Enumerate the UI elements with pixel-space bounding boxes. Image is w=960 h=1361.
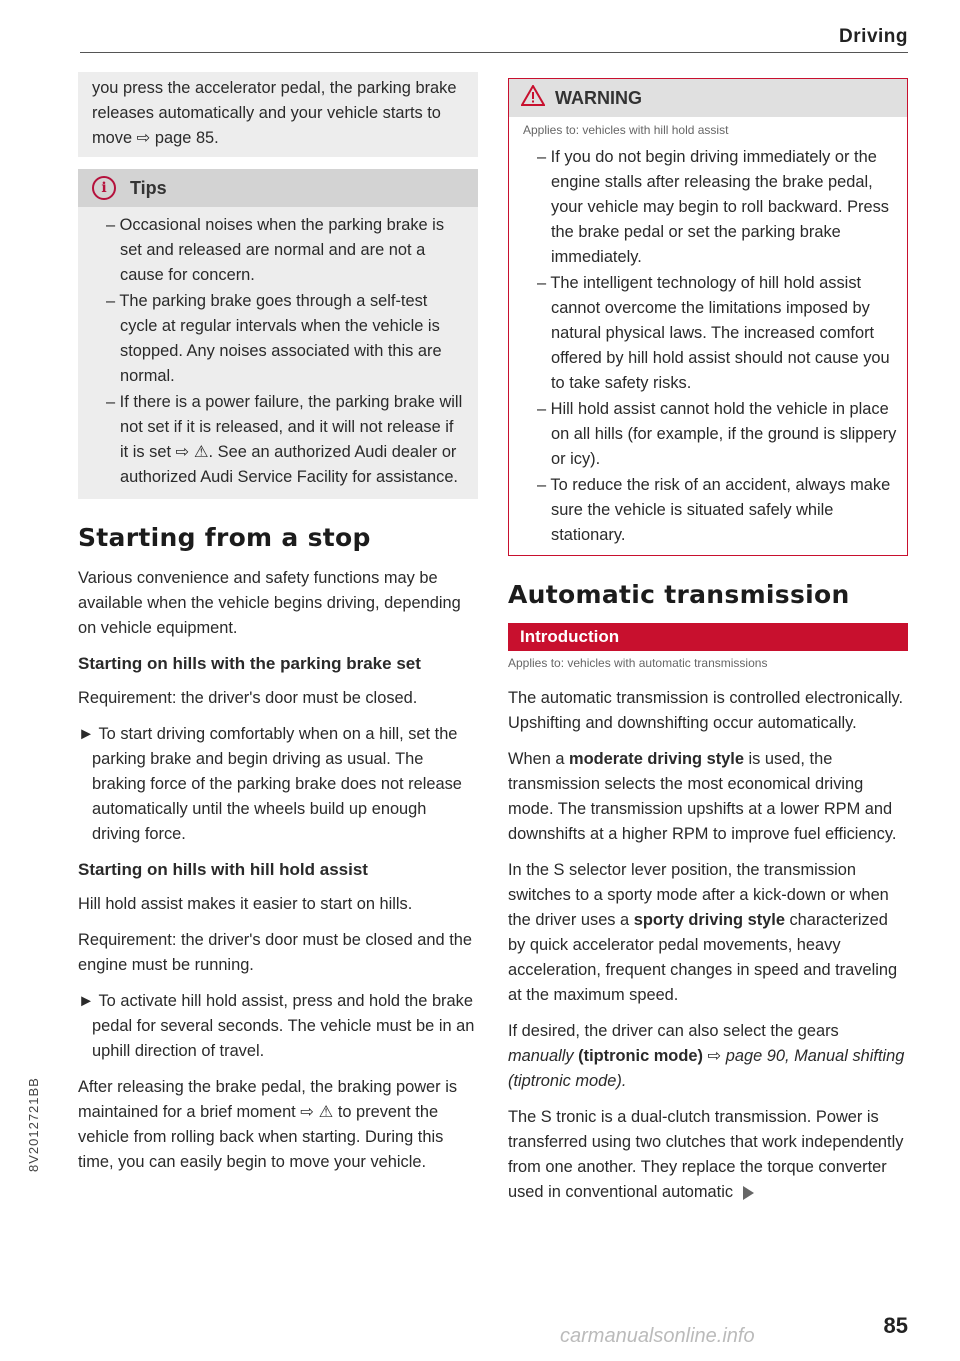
bold-term: (tiptronic mode) [578,1047,703,1065]
text: In the S selector lever position, the transmission switches to a sporty mode after a kick-down or when the driver uses a [508,861,889,929]
continued-paragraph-box [78,72,478,157]
warning-item: – To reduce the risk of an accident, always make sure the vehicle is situated safely while stationary. [537,476,891,544]
right-column [508,78,908,1216]
paragraph: After releasing the brake pedal, the braking power is maintained for a brief moment ⇨ ⚠ to prevent the vehicle from rolling back when starting. During this time, you can easily begin to move your vehicle. [78,1078,458,1171]
continued-paragraph: you press the accelerator pedal, the parking brake releases automatically and your vehicle starts to move ⇨ page 85. [92,79,457,147]
text: When a [508,750,570,768]
tips-item: – If there is a power failure, the parking brake will not set if it is released, and it will not release if it is set ⇨ ⚠. See an authorized Audi dealer or authorized Audi Service Facility for assistance. [106,393,463,486]
paragraph-sporty [508,858,908,1008]
warning-applies: Applies to: vehicles with hill hold assist [523,123,729,137]
info-icon: i [92,176,116,200]
tips-header [78,169,478,207]
warning-box [508,78,908,556]
text: The S tronic is a dual-clutch transmission. Power is transferred using two clutches that work independently from one another. They replace the torque converter used in conventional automatic [508,1108,904,1201]
paragraph: Various convenience and safety functions may be available when the vehicle begins driving, depending on vehicle equipment. [78,569,461,637]
left-column [78,72,478,1186]
continue-arrow-icon [743,1186,754,1200]
requirement: Requirement: the driver's door must be closed. [78,689,418,707]
warning-item: – The intelligent technology of hill hold assist cannot overcome the limitations imposed by natural physical laws. The increased comfort offered by hill hold assist should not cause you to take safety risks. [537,274,890,392]
section-heading-transmission: Automatic transmission [508,580,850,609]
text: If desired, the driver can also select the gears [508,1022,839,1040]
warning-item: – If you do not begin driving immediately or the engine stalls after releasing the brake pedal, your vehicle may begin to roll backward. Press the brake pedal or set the parking brake immediately. [537,148,889,266]
introduction-bar: Introduction [508,623,908,651]
warning-item: – Hill hold assist cannot hold the vehicle in place on all hills (for example, if the ground is slippery or icy). [537,400,897,468]
tips-title: Tips [130,177,167,198]
warning-triangle-icon [521,85,545,111]
subheading-hill-hold: Starting on hills with hill hold assist [78,860,368,879]
tips-body [78,207,478,499]
paragraph: The automatic transmission is controlled electronically. Upshifting and downshifting occur automatically. [508,689,904,732]
instruction-step: ► To start driving comfortably when on a hill, set the parking brake and begin driving as usual. The braking force of the parking brake does not release automatically until the wheels build up enough driving force. [78,725,462,843]
text: is used, the transmission selects the most economical driving mode. The transmission upshifts at a lower RPM and downshifts at a higher RPM to improve fuel efficiency. [508,750,897,843]
section-heading-starting: Starting from a stop [78,523,371,552]
applies-note: Applies to: vehicles with automatic transmissions [508,656,768,670]
paragraph-moderate [508,747,908,847]
page-number: 85 [883,1313,908,1338]
paragraph-manual [508,1019,908,1094]
requirement: Requirement: the driver's door must be closed and the engine must be running. [78,931,472,974]
warning-body [509,117,907,555]
paragraph-s-tronic [508,1105,908,1205]
watermark: carmanualsonline.info [560,1325,755,1347]
tips-item: – Occasional noises when the parking brake is set and released are normal and are not a cause for concern. [106,216,445,284]
paragraph: Hill hold assist makes it easier to start on hills. [78,895,413,913]
header-rule [80,52,908,53]
italic-term: manually [508,1047,574,1065]
section-header: Driving [839,26,908,47]
tips-box [78,169,478,499]
instruction-step: ► To activate hill hold assist, press and hold the brake pedal for several seconds. The vehicle must be in an uphill direction of travel. [78,992,475,1060]
page-reference-link[interactable]: ⇨ page 90, Manual shifting (tiptronic mode). [508,1047,905,1090]
tips-item: – The parking brake goes through a self-test cycle at regular intervals when the vehicle is stopped. Any noises associated with this are normal. [106,292,442,385]
bold-term: moderate driving style [569,750,744,768]
subheading-parking-brake: Starting on hills with the parking brake set [78,654,421,673]
bold-term: sporty driving style [633,911,785,929]
text: characterized by quick accelerator pedal movements, heavy acceleration, frequent changes in speed and traveling at the maximum speed. [508,911,898,1004]
warning-header [509,79,907,117]
warning-title: WARNING [555,87,642,108]
document-code: 8V2012721BB [26,1077,41,1172]
